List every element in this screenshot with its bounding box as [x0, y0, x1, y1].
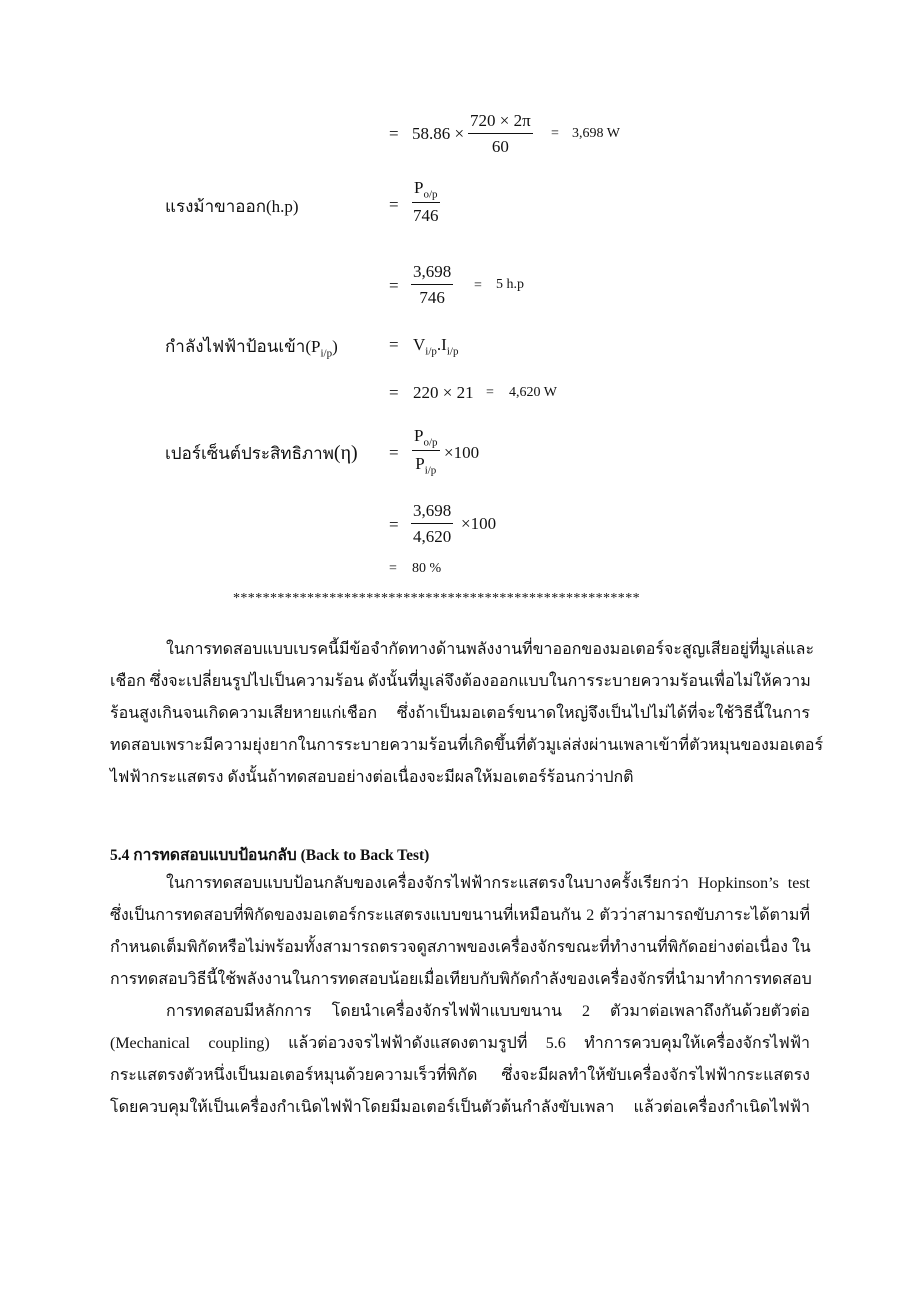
paragraph-line: เชือก ซึ่งจะเปลี่ยนรูปไปเป็นความร้อน ดังนั้นที่มูเล่จึงต้องออกแบบในการระบายความร้อนเพื่อไม่ให้ความ — [110, 673, 811, 690]
fraction — [411, 262, 453, 308]
label-input-power — [165, 333, 338, 360]
multiplier: ×100 — [444, 443, 480, 462]
fraction — [412, 426, 440, 477]
denominator: 4,620 — [413, 527, 452, 546]
denominator: 746 — [413, 206, 439, 226]
subscript: i/p — [425, 345, 437, 358]
expression: 220 × 21 — [413, 383, 474, 402]
label-text: เปอร์เซ็นต์ประสิทธิภาพ — [165, 444, 334, 463]
separator-stars: ******************************************************* — [233, 591, 640, 606]
fraction — [468, 111, 533, 157]
numerator: 720 × 2π — [468, 111, 533, 134]
subscript: o/p — [423, 188, 438, 201]
denominator — [415, 451, 436, 476]
expression — [413, 335, 458, 357]
paragraph-line: ร้อนสูงเกินจนเกิดความเสียหายแก่เชือก ซึ่งถ้าเป็นมอเตอร์ขนาดใหญ่จึงเป็นไปไม่ได้ที่จะใช้วิธีนี้ในการ — [110, 705, 810, 722]
equals-sign: = — [389, 124, 399, 143]
expression: 58.86 × — [412, 124, 465, 143]
label-text: กำลังไฟฟ้าป้อนเข้า(P — [165, 337, 321, 356]
paragraph-line: (Mechanical coupling) แล้วต่อวงจรไฟฟ้าดังแสดงตามรูปที่ 5.6 ทำการควบคุมให้เครื่องจักรไฟฟ้า — [110, 1035, 810, 1052]
label-output-horsepower: แรงม้าขาออก(h.p) — [165, 197, 299, 216]
paragraph-line: กำหนดเต็มพิกัดหรือไม่พร้อมทั้งสามารถตรวจดูสภาพของเครื่องจักรขณะที่ทำงานที่พิกัดอย่างต่อเนื่อง ใน — [110, 939, 811, 956]
numerator: 3,698 — [411, 262, 453, 285]
numerator: 3,698 — [411, 501, 453, 524]
paragraph-line: กระแสตรงตัวหนึ่งเป็นมอเตอร์หมุนด้วยความเร็วที่พิกัด ซึ่งจะมีผลทำให้ขับเครื่องจักรไฟฟ้ากระแสตรง — [110, 1067, 810, 1084]
paragraph-brake-test-limitations — [110, 634, 824, 794]
symbol-i: .I — [436, 335, 447, 354]
paragraph-line: โดยควบคุมให้เป็นเครื่องกำเนิดไฟฟ้าโดยมีมอเตอร์เป็นตัวต้นกำลังขับเพลา แล้วต่อเครื่องกำเนิดไฟฟ้า — [110, 1099, 810, 1116]
multiplier: ×100 — [461, 514, 497, 533]
numerator — [412, 178, 440, 203]
equals-sign: = — [551, 126, 559, 141]
symbol-v: V — [413, 335, 426, 354]
subscript: i/p — [320, 347, 333, 360]
equals-sign: = — [474, 278, 482, 293]
fraction — [412, 178, 440, 226]
subscript: i/p — [424, 464, 437, 477]
paren: ) — [332, 337, 338, 356]
eta-symbol: (η) — [333, 442, 358, 464]
equals-sign: = — [389, 443, 399, 462]
equals-sign: = — [389, 383, 399, 402]
symbol-p: P — [415, 454, 425, 474]
denominator: 60 — [491, 137, 509, 156]
equals-sign: = — [389, 195, 399, 214]
result: 4,620 W — [509, 385, 557, 400]
label-efficiency — [165, 440, 358, 467]
equals-sign: = — [486, 385, 494, 400]
paragraph-line: ในการทดสอบแบบป้อนกลับของเครื่องจักรไฟฟ้ากระแสตรงในบางครั้งเรียกว่า Hopkinson’s test — [166, 875, 810, 892]
paragraph-line: ไฟฟ้ากระแสตรง ดังนั้นถ้าทดสอบอย่างต่อเนื่องจะมีผลให้มอเตอร์ร้อนกว่าปกติ — [110, 769, 634, 786]
paragraph-back-to-back-intro — [110, 868, 810, 996]
numerator — [412, 426, 440, 451]
equals-sign: = — [389, 515, 399, 534]
result: 80 % — [412, 561, 442, 576]
symbol-p: P — [414, 426, 424, 445]
section-heading: 5.4 การทดสอบแบบป้อนกลับ (Back to Back Test) — [110, 847, 430, 864]
subscript: o/p — [423, 436, 438, 449]
result: 3,698 W — [572, 126, 620, 141]
equals-sign: = — [389, 276, 399, 295]
paragraph-back-to-back-principle — [110, 996, 810, 1124]
symbol-p: P — [414, 178, 424, 197]
subscript: i/p — [446, 345, 459, 358]
paragraph-line: ทดสอบเพราะมีความยุ่งยากในการระบายความร้อนที่เกิดขึ้นที่ตัวมูเล่ส่งผ่านเพลาเข้าที่ตัวหมุนของมอเตอร์ — [110, 737, 824, 754]
denominator: 746 — [419, 288, 445, 307]
paragraph-line: การทดสอบวิธีนี้ใช้พลังงานในการทดสอบน้อยเมื่อเทียบกับพิกัดกำลังของเครื่องจักรที่นำมาทำการทดสอบ — [110, 971, 812, 988]
equals-sign: = — [389, 561, 397, 576]
paragraph-line: การทดสอบมีหลักการ โดยนำเครื่องจักรไฟฟ้าแบบขนาน 2 ตัวมาต่อเพลาถึงกันด้วยตัวต่อ — [166, 1003, 810, 1020]
paragraph-line: ซึ่งเป็นการทดสอบที่พิกัดของมอเตอร์กระแสตรงแบบขนานที่เหมือนกัน 2 ตัวว่าสามารถขับภาระได้ตามที่ — [110, 907, 810, 924]
result: 5 h.p — [496, 277, 524, 292]
fraction — [411, 501, 453, 547]
equals-sign: = — [389, 335, 399, 354]
paragraph-line: ในการทดสอบแบบเบรคนี้มีข้อจำกัดทางด้านพลังงานที่ขาออกของมอเตอร์จะสูญเสียอยู่ที่มูเล่และ — [166, 641, 815, 658]
